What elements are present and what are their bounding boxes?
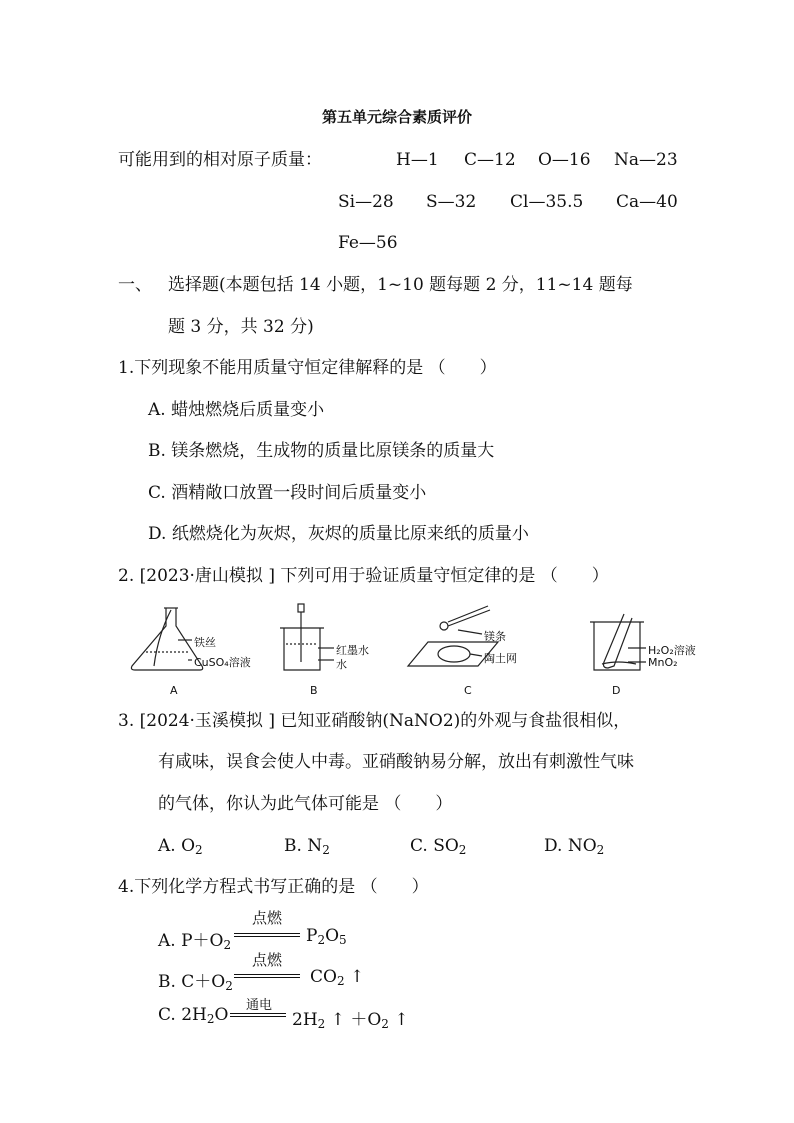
mass-cl: Cl—35.5 xyxy=(510,192,584,212)
masses-label: 可能用到的相对原子质量： xyxy=(118,150,322,170)
label-d-2: MnO₂ xyxy=(648,656,678,669)
label-b-1: 红墨水 xyxy=(336,644,369,657)
mass-c: C—12 xyxy=(464,150,516,170)
q3-line1: 3. [2024·玉溪模拟 ] 已知亚硝酸钠(NaNO2)的外观与食盐很相似， xyxy=(118,711,631,731)
q1-option-c: C. 酒精敞口放置一段时间后质量变小 xyxy=(148,483,427,503)
section-heading-line2: 题 3 分，共 32 分) xyxy=(168,317,314,337)
q4-a-condition: 点燃 xyxy=(251,909,282,927)
q4-b-product: $CO_2$ ↑ xyxy=(310,967,365,988)
label-b-2: 水 xyxy=(336,658,347,671)
q3-line3: 的气体，你认为此气体可能是 （ ） xyxy=(158,794,453,814)
mass-na: Na—23 xyxy=(614,150,678,170)
q1-stem: 1.下列现象不能用质量守恒定律解释的是 （ ） xyxy=(118,358,497,378)
q4-option-b: B. $C+O_2$ xyxy=(158,972,233,993)
mass-si: Si—28 xyxy=(338,192,394,212)
q2-figure xyxy=(118,600,698,700)
label-d-1: H₂O₂溶液 xyxy=(648,644,696,657)
q2-stem: 2. [2023·唐山模拟 ] 下列可用于验证质量守恒定律的是 （ ） xyxy=(118,566,609,586)
section-number: 一、 xyxy=(118,275,152,295)
q4-b-condition: 点燃 xyxy=(251,951,282,969)
q3-option-b: B. $N_2$ xyxy=(284,836,330,857)
mass-h: H—1 xyxy=(396,150,439,170)
label-c-1: 镁条 xyxy=(484,630,506,643)
q4-a-product: $P_2O_5$ xyxy=(306,926,347,947)
q3-option-a: A. $O_2$ xyxy=(158,836,203,857)
q4-c-equals xyxy=(230,1013,286,1017)
q3-line2: 有咸味，误食会使人中毒。亚硝酸钠易分解，放出有刺激性气味 xyxy=(158,752,634,772)
q4-c-product: $2H_2$ ↑ $+O_2$ ↑ xyxy=(292,1010,409,1031)
q1-option-d: D. 纸燃烧化为灰烬，灰烬的质量比原来纸的质量小 xyxy=(148,524,529,544)
label-a-1: 铁丝 xyxy=(194,636,216,649)
label-a-2: CuSO₄溶液 xyxy=(194,656,251,669)
apparatus-diagram xyxy=(118,600,698,700)
label-b: B xyxy=(310,684,318,697)
q4-option-c: C. $2H_2O$ xyxy=(158,1005,229,1026)
page-title: 第五单元综合素质评价 xyxy=(321,108,472,126)
beaker-d xyxy=(590,614,646,670)
mass-s: S—32 xyxy=(426,192,477,212)
q1-option-b: B. 镁条燃烧，生成物的质量比原镁条的质量大 xyxy=(148,441,495,461)
q4-c-condition: 通电 xyxy=(245,998,272,1013)
mass-ca: Ca—40 xyxy=(616,192,678,212)
q1-option-a: A. 蜡烛燃烧后质量变小 xyxy=(148,400,325,420)
section-heading-line1: 选择题(本题包括 14 小题，1~10 题每题 2 分，11~14 题每 xyxy=(168,275,633,295)
flask-a xyxy=(131,608,202,670)
mass-o: O—16 xyxy=(538,150,591,170)
q3-option-c: C. $SO_2$ xyxy=(410,836,467,857)
mass-fe: Fe—56 xyxy=(338,233,398,253)
q4-option-a: A. $P+O_2$ xyxy=(158,931,232,952)
q4-b-equals xyxy=(234,974,300,978)
q4-stem: 4.下列化学方程式书写正确的是 （ ） xyxy=(118,877,429,897)
q3-option-d: D. $NO_2$ xyxy=(544,836,605,857)
label-c-2: 陶土网 xyxy=(484,652,517,665)
label-c: C xyxy=(464,684,472,697)
label-a: A xyxy=(170,684,178,697)
label-d: D xyxy=(612,684,621,697)
beaker-b xyxy=(280,604,334,670)
q4-a-equals xyxy=(234,933,300,937)
